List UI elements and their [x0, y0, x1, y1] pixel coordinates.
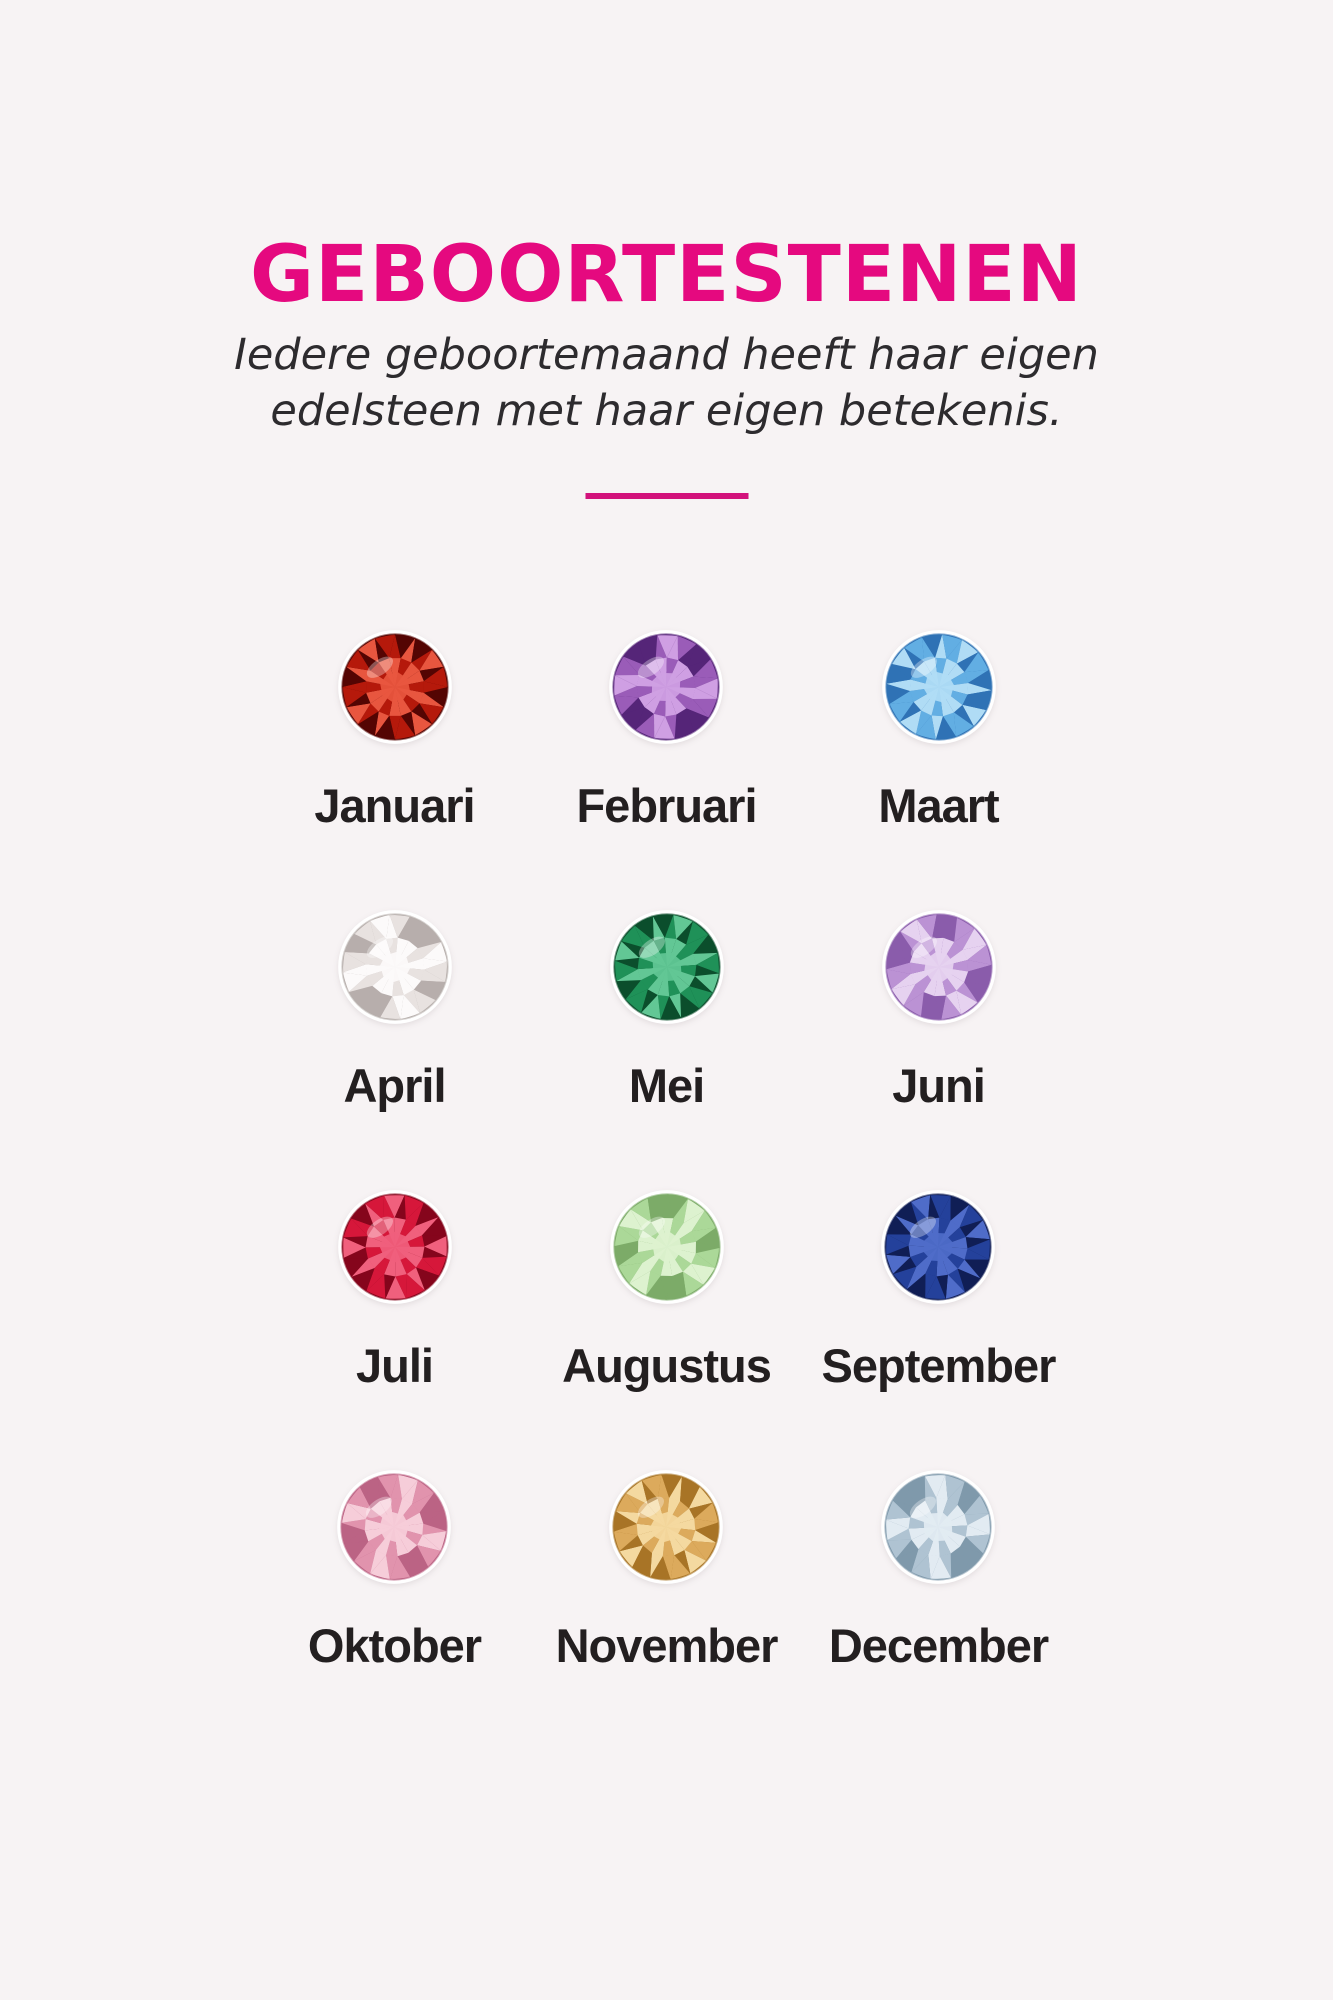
- amethyst-gem-icon: [608, 629, 724, 745]
- zircon-gem-icon: [880, 1469, 996, 1585]
- ruby-gem-icon: [337, 1189, 453, 1305]
- month-cell-januari: [314, 629, 474, 909]
- month-cell-maart: [878, 629, 998, 909]
- tourmaline-gem-icon: [336, 1469, 452, 1585]
- month-label: Juni: [892, 1059, 985, 1112]
- topaz-gem-icon: [608, 1469, 724, 1585]
- month-cell-december: [829, 1469, 1048, 1749]
- month-cell-augustus: [562, 1189, 771, 1469]
- month-cell-mei: [609, 909, 725, 1189]
- month-label: Maart: [878, 779, 999, 832]
- month-cell-juni: [881, 909, 997, 1189]
- subtitle-line-1: Iedere geboortemaand heeft haar eigen: [234, 330, 1099, 380]
- page-subtitle: [0, 327, 1333, 439]
- month-label: November: [555, 1619, 778, 1672]
- month-label: Oktober: [307, 1619, 482, 1672]
- emerald-gem-icon: [609, 909, 725, 1025]
- divider-line: [585, 493, 748, 499]
- alexandrite-gem-icon: [881, 909, 997, 1025]
- month-cell-februari: [576, 629, 756, 909]
- month-cell-oktober: [308, 1469, 481, 1749]
- diamond-gem-icon: [337, 909, 453, 1025]
- month-cell-november: [556, 1469, 778, 1749]
- month-label: Januari: [314, 779, 475, 832]
- month-cell-april: [337, 909, 453, 1189]
- month-label: December: [828, 1619, 1049, 1672]
- month-label: Augustus: [562, 1339, 771, 1392]
- birthstone-grid: [259, 629, 1075, 1749]
- month-cell-juli: [337, 1189, 453, 1469]
- month-label: Februari: [576, 779, 757, 832]
- page-title: GEBOORTESTENEN: [250, 230, 1083, 320]
- sapphire-gem-icon: [880, 1189, 996, 1305]
- month-cell-september: [822, 1189, 1056, 1469]
- aquamarine-gem-icon: [881, 629, 997, 745]
- month-label: Juli: [356, 1339, 433, 1392]
- month-label: Mei: [628, 1059, 705, 1112]
- month-label: April: [343, 1059, 446, 1112]
- peridot-gem-icon: [609, 1189, 725, 1305]
- garnet-gem-icon: [337, 629, 453, 745]
- month-label: September: [821, 1339, 1056, 1392]
- subtitle-line-2: edelsteen met haar eigen betekenis.: [270, 386, 1063, 436]
